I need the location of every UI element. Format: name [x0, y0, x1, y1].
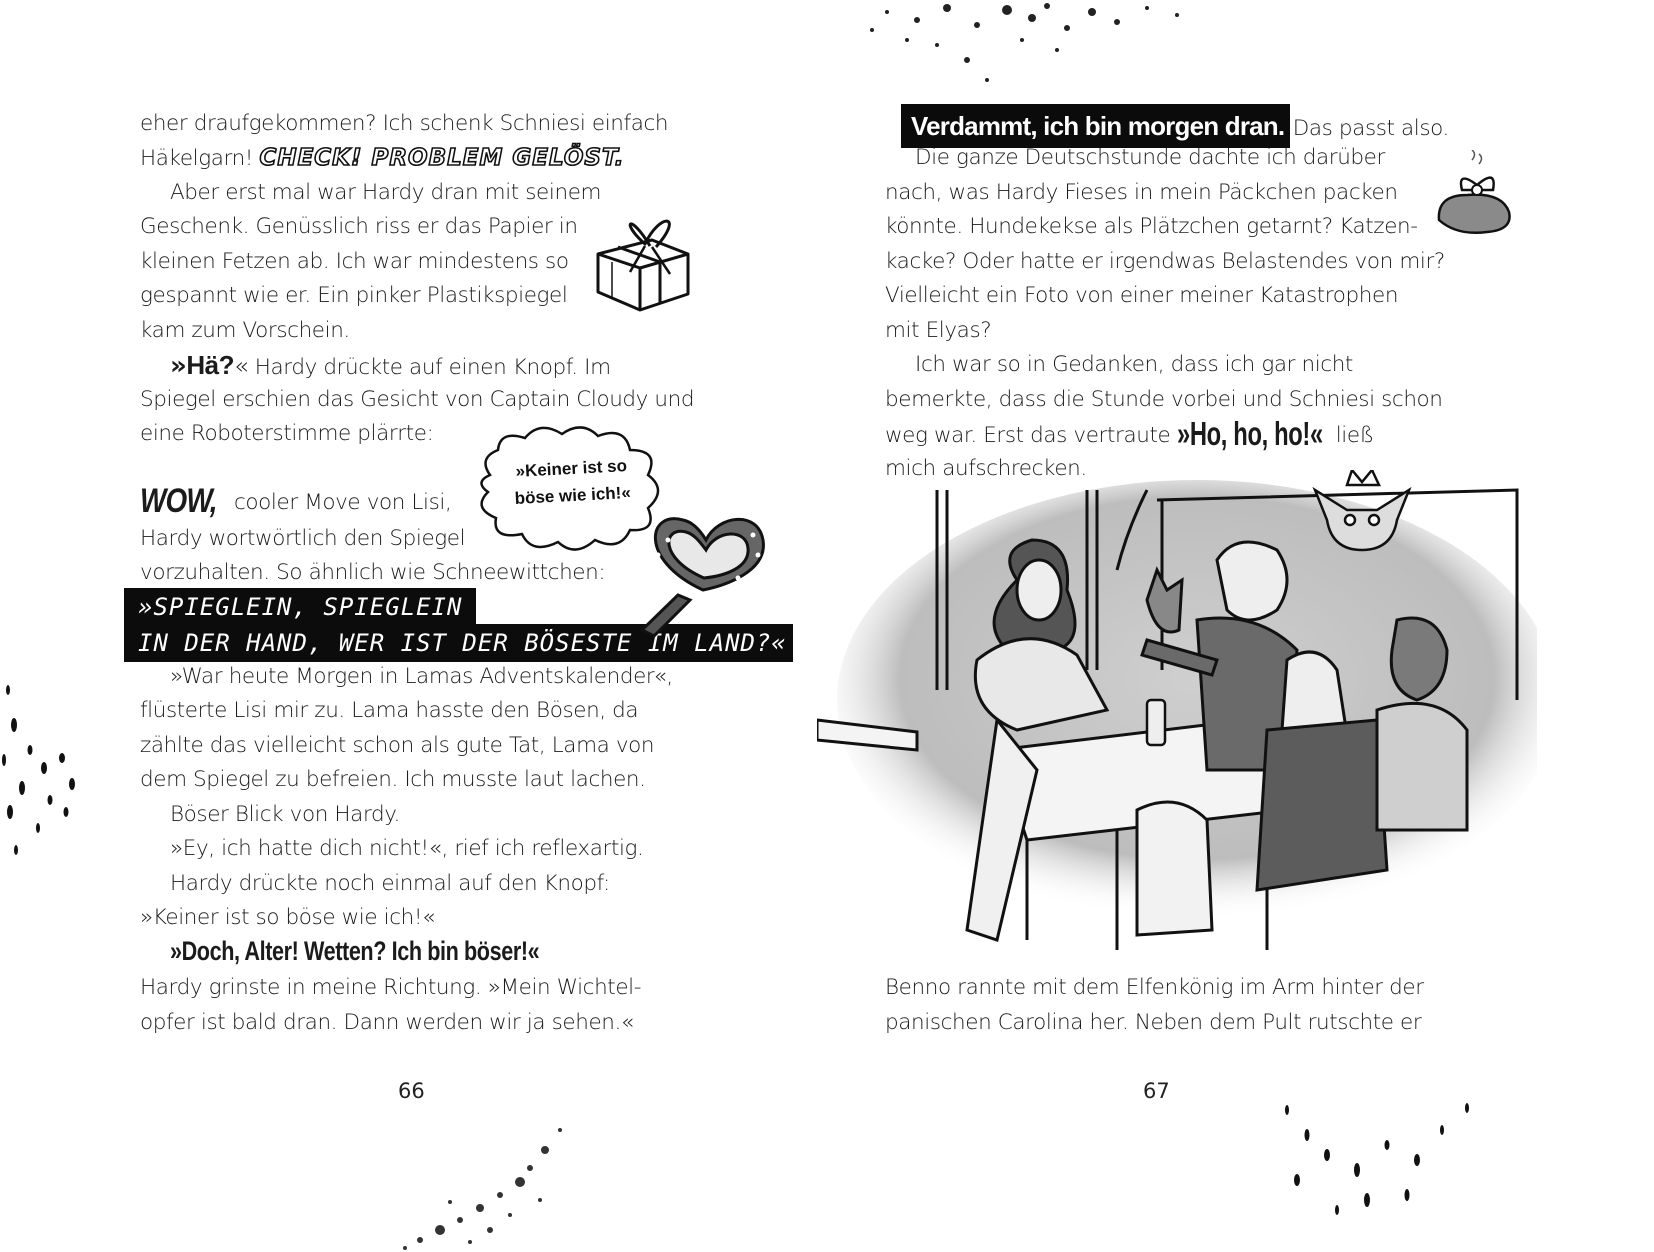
- classroom-scene-illustration: [817, 470, 1537, 980]
- ink-splatter-decoration: [847, 0, 1207, 90]
- text-line: mit Elyas?: [885, 318, 992, 343]
- text-line: [140, 141, 624, 176]
- ho-ho-ho-highlight: »Ho, ho, ho!«: [1176, 415, 1323, 452]
- text-line: gespannt wie er. Ein pinker Plastikspiegel: [140, 283, 568, 308]
- text-line: Spiegel erschien das Gesicht von Captain Cloudy und: [140, 387, 695, 412]
- speech-bubble-text: [496, 451, 649, 513]
- text-fragment: weg war. Erst das vertraute: [885, 423, 1171, 448]
- quote-open: »: [170, 351, 187, 381]
- text-line: kleinen Fetzen ab. Ich war mindestens so: [140, 249, 569, 274]
- text-line: opfer ist bald dran. Dann werden wir ja sehen.«: [140, 1010, 634, 1035]
- text-line: [140, 934, 632, 971]
- doch-alter-highlight: »Doch, Alter! Wetten? Ich bin böser!«: [170, 936, 540, 966]
- text-fragment: Hardy drückte auf einen Knopf. Im: [254, 355, 611, 380]
- text-line: Aber erst mal war Hardy dran mit seinem: [170, 180, 602, 205]
- text-line: Vielleicht ein Foto von einer meiner Katastrophen: [885, 283, 1399, 308]
- gift-box-icon: [590, 202, 700, 314]
- text-line: Hardy wortwörtlich den Spiegel: [140, 526, 466, 551]
- mirror-rhyme-banner-line2: IN DER HAND, WER IST DER BÖSESTE IM LAND?«: [124, 624, 793, 662]
- text-line: flüsterte Lisi mir zu. Lama hasste den Bösen, da: [140, 698, 639, 723]
- text-fragment: Häkelgarn!: [140, 146, 254, 171]
- bubble-line: böse wie ich!«: [514, 482, 632, 509]
- mirror-rhyme-banner-line1: »SPIEGLEIN, SPIEGLEIN: [124, 588, 476, 626]
- page-number: 67: [1143, 1079, 1170, 1103]
- text-line: eine Roboterstimme plärrte:: [140, 421, 434, 446]
- hae-highlight: Hä?: [186, 350, 235, 380]
- text-line: vorzuhalten. So ähnlich wie Schneewittchen:: [140, 560, 606, 585]
- text-line: könnte. Hundekekse als Plätzchen getarnt? Katzen-: [885, 214, 1418, 239]
- text-line: »Keiner ist so böse wie ich!«: [140, 905, 435, 930]
- text-line: Die ganze Deutschstunde dachte ich darüber: [915, 145, 1385, 170]
- text-line: »Ey, ich hatte dich nicht!«, rief ich reflexartig.: [170, 836, 644, 861]
- ink-splatter-decoration: [1267, 1100, 1507, 1252]
- bubble-line: »Keiner ist so: [515, 456, 628, 481]
- check-problem-solved-highlight: CHECK! PROBLEM GELÖST.: [259, 145, 625, 171]
- text-line: eher draufgekommen? Ich schenk Schniesi einfach: [140, 111, 669, 136]
- text-line: dem Spiegel zu befreien. Ich musste laut lachen.: [140, 767, 646, 792]
- text-line: zählte das vielleicht schon als gute Tat, Lama von: [140, 733, 655, 758]
- text-line: Ich war so in Gedanken, dass ich gar nicht: [915, 352, 1353, 377]
- wrapped-poop-gift-icon: [1427, 150, 1527, 240]
- text-line: bemerkte, dass die Stunde vorbei und Schniesi schon: [885, 387, 1443, 412]
- text-line: [885, 417, 1374, 453]
- ink-splatter-decoration: [380, 1120, 600, 1252]
- text-fragment: ließ: [1335, 423, 1374, 448]
- ink-splatter-decoration: [0, 680, 90, 870]
- right-page: [827, 0, 1654, 1252]
- text-line: panischen Carolina her. Neben dem Pult rutschte er: [885, 1010, 1422, 1035]
- text-line: [140, 484, 451, 520]
- text-line: [140, 348, 611, 385]
- text-fragment: cooler Move von Lisi,: [234, 490, 452, 515]
- text-line: Benno rannte mit dem Elfenkönig im Arm hinter der: [885, 975, 1424, 1000]
- text-line: nach, was Hardy Fieses in mein Päckchen packen: [885, 180, 1398, 205]
- verdammt-highlight: Verdammt, ich bin morgen dran.: [901, 104, 1290, 148]
- text-line: Hardy grinste in meine Richtung. »Mein Wichtel-: [140, 975, 642, 1000]
- text-line: Böser Blick von Hardy.: [170, 802, 400, 827]
- text-line: »War heute Morgen in Lamas Adventskalender«,: [170, 664, 673, 689]
- text-line: Hardy drückte noch einmal auf den Knopf:: [170, 871, 610, 896]
- heart-mirror-icon: [628, 500, 778, 640]
- quote-close: «: [234, 352, 249, 380]
- text-fragment: Das passt also.: [1292, 116, 1449, 141]
- page-number: 66: [398, 1079, 425, 1103]
- text-line: Geschenk. Genüsslich riss er das Papier in: [140, 214, 578, 239]
- text-line: mich aufschrecken.: [885, 456, 1087, 481]
- text-line: kam zum Vorschein.: [140, 318, 350, 343]
- text-line: kacke? Oder hatte er irgendwas Belastendes von mir?: [885, 249, 1445, 274]
- wow-highlight: WOW,: [140, 482, 217, 520]
